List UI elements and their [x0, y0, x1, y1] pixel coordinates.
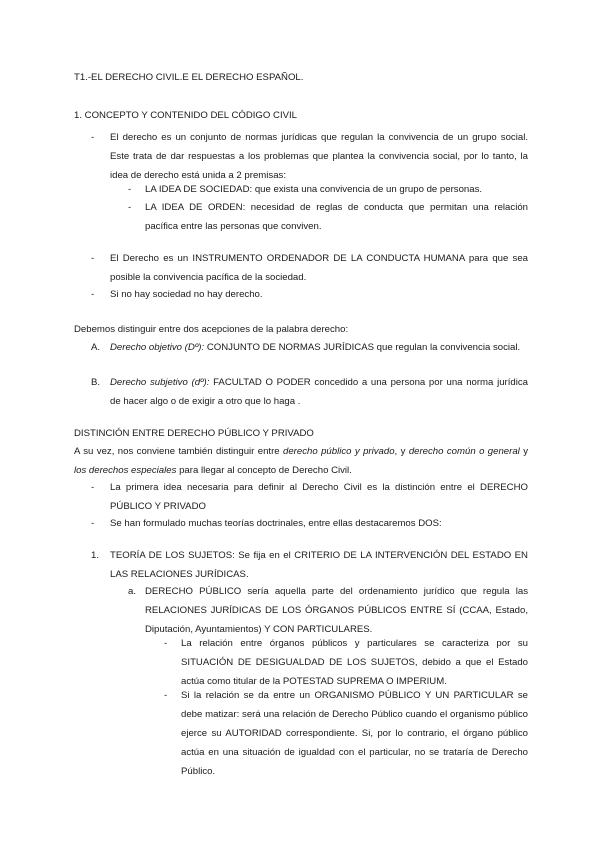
section-heading: DISTINCIÓN ENTRE DERECHO PÚBLICO Y PRIVADO — [74, 428, 314, 439]
section-heading: 1. CONCEPTO Y CONTENIDO DEL CÓDIGO CIVIL — [74, 110, 298, 121]
list-marker: B. — [91, 377, 101, 388]
list-item — [110, 338, 528, 357]
list-marker: A. — [91, 342, 101, 353]
sub-bullet-marker: - — [164, 638, 168, 649]
sub-bullet-text: La relación entre órganos públicos y particulares se caracteriza por su SITUACIÓN DE DESIGUALDAD DE LOS SUJETOS, debido a que el Estado actúa como titular de la POTESTAD SUPREMA O IMPERIUM. — [181, 638, 528, 687]
term: derecho común o general — [408, 446, 520, 457]
text: para llegar al concepto de Derecho Civil. — [176, 465, 352, 476]
bullet-text: El derecho es un conjunto de normas jurídicas que regulan la convivencia de un grupo social. Este trata de dar respuestas a los problemas que plantea la convivencia social, por lo tanto, la idea de derecho está unida a 2 premisas: — [110, 132, 528, 181]
bullet-text: Si no hay sociedad no hay derecho. — [110, 289, 263, 300]
text: y — [519, 446, 529, 457]
sub-bullet-marker: - — [128, 202, 132, 213]
bullet-marker: - — [91, 253, 95, 264]
sub-bullet-text: LA IDEA DE SOCIEDAD: que exista una convivencia de un grupo de personas. — [145, 184, 483, 195]
term: derecho público y privado — [283, 446, 395, 457]
bullet-text: La primera idea necesaria para definir al Derecho Civil es la distinción entre el DERECHO PÚBLICO Y PRIVADO — [110, 482, 528, 512]
list-item: DERECHO PÚBLICO sería aquella parte del ordenamiento jurídico que regula las RELACIONES JURÍDICAS DE LOS ÓRGANOS PÚBLICOS ENTRE SÍ (CCAA, Estado, Diputación, Ayuntamientos) Y CON PARTICULARES. — [145, 586, 528, 635]
list-item: TEORÍA DE LOS SUJETOS: Se fija en el CRITERIO DE LA INTERVENCIÓN DEL ESTADO EN LAS RELACIONES JURÍDICAS. — [110, 550, 528, 580]
sub-bullet-text: LA IDEA DE ORDEN: necesidad de reglas de conducta que permitan una relación pacífica entre las personas que conviven. — [145, 202, 528, 232]
bullet-marker: - — [91, 289, 95, 300]
definition: FACULTAD O PODER concedido a una persona por una norma jurídica de hacer algo o de exigir a otro que lo haga . — [110, 377, 528, 407]
sub-bullet-marker: - — [128, 184, 132, 195]
term: Derecho subjetivo (dº): — [110, 377, 210, 388]
paragraph — [74, 442, 528, 480]
paragraph: Debemos distinguir entre dos acepciones de la palabra derecho: — [74, 324, 349, 335]
term: los derechos especiales — [74, 465, 177, 476]
bullet-text: Se han formulado muchas teorías doctrinales, entre ellas destacaremos DOS: — [110, 518, 442, 529]
bullet-marker: - — [91, 518, 95, 529]
list-marker: 1. — [91, 550, 100, 561]
bullet-marker: - — [91, 482, 95, 493]
definition: CONJUNTO DE NORMAS JURÍDICAS que regulan la convivencia social. — [204, 342, 521, 353]
list-item — [110, 373, 528, 411]
term: Derecho objetivo (Dº): — [110, 342, 205, 353]
text: , y — [394, 446, 409, 457]
list-marker: a. — [128, 586, 137, 597]
document-title: T1.-EL DERECHO CIVIL.E EL DERECHO ESPAÑOL. — [74, 72, 304, 83]
bullet-text: El Derecho es un INSTRUMENTO ORDENADOR DE LA CONDUCTA HUMANA para que sea posible la convivencia pacífica de la sociedad. — [110, 253, 528, 283]
bullet-marker: - — [91, 132, 95, 143]
sub-bullet-marker: - — [164, 690, 168, 701]
sub-bullet-text: Si la relación se da entre un ORGANISMO PÚBLICO Y UN PARTICULAR se debe matizar: será una relación de Derecho Público cuando el organismo público ejerce su AUTORIDAD correspondiente. Si, por lo contrario, el órgano público actúa en una situación de igualdad con el particular, no se trataría de Derecho Público. — [181, 690, 528, 777]
text: A su vez, nos conviene también distinguir entre — [74, 446, 284, 457]
